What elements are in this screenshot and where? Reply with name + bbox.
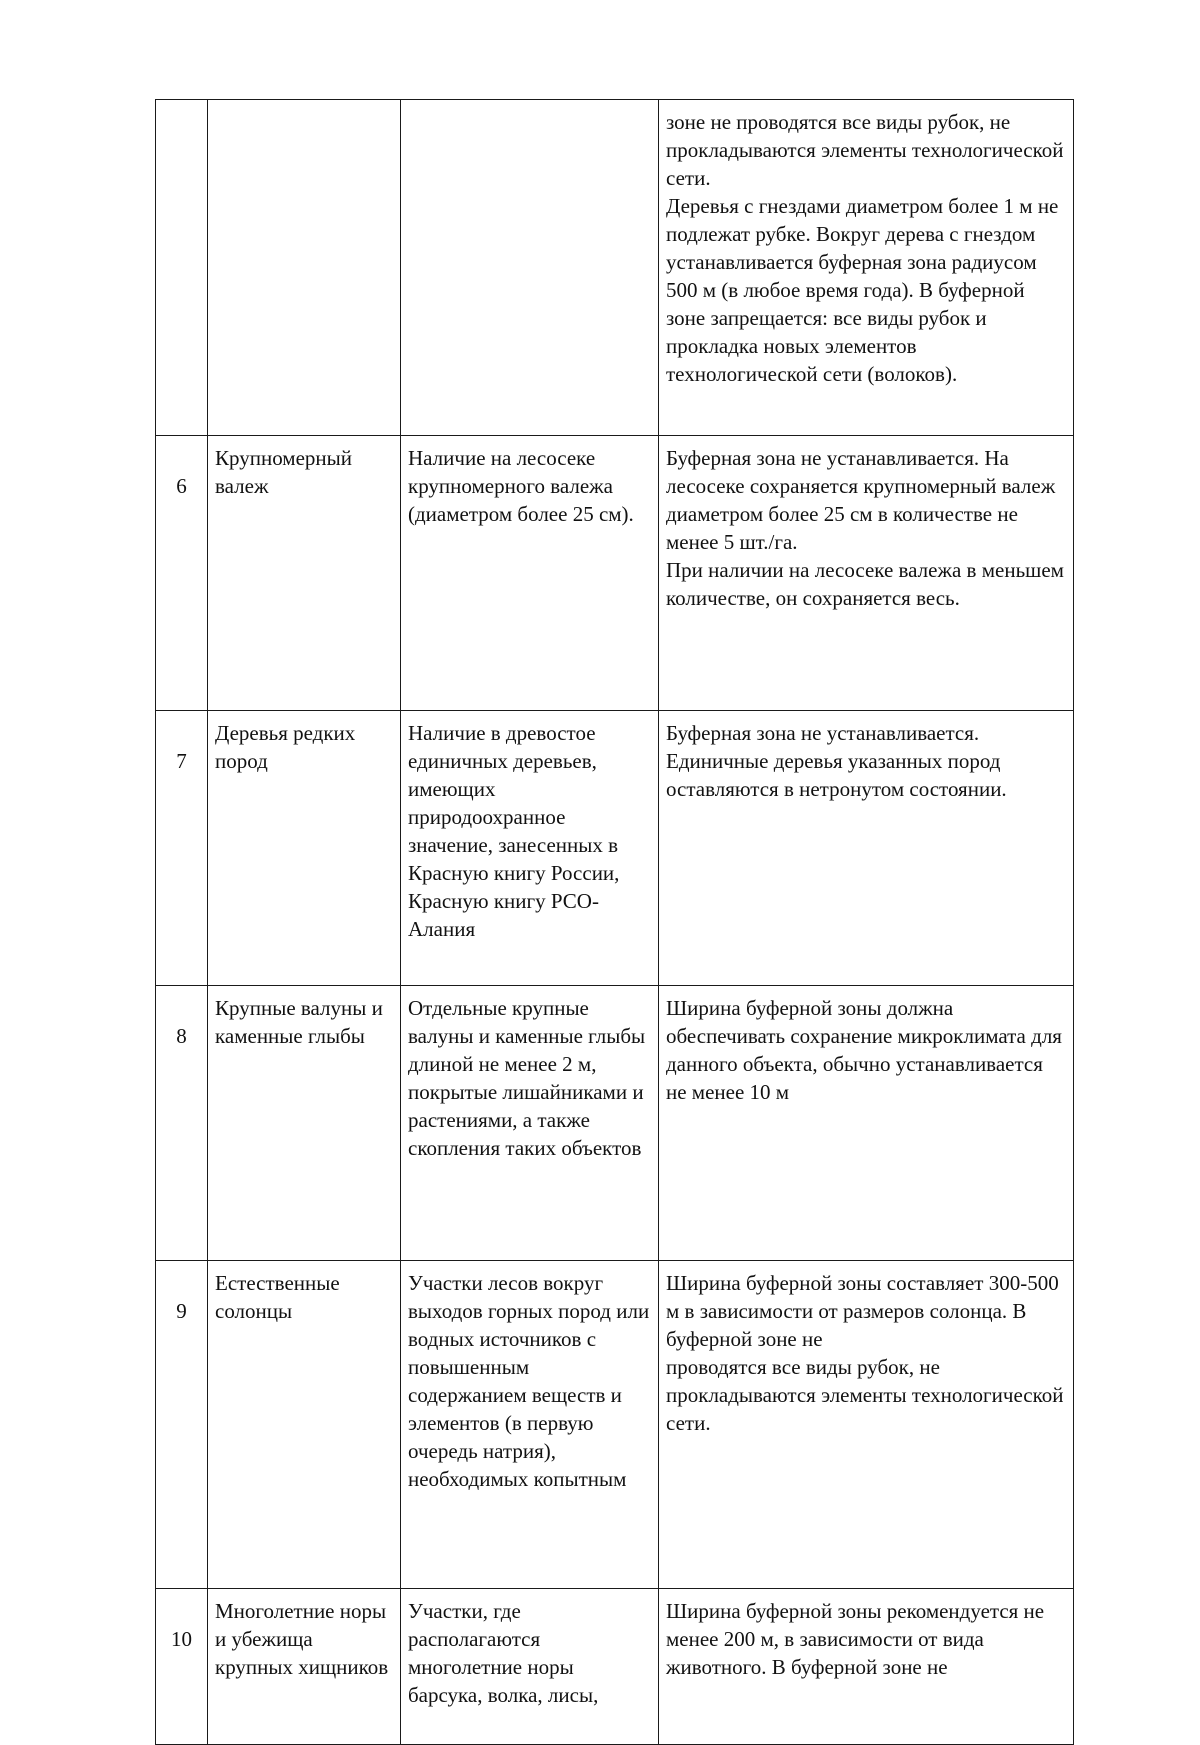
measure-cell: Ширина буферной зоны рекомендуется не менее 200 м, в зависимости от вида животного. В буферной зоне не <box>659 1589 1074 1745</box>
measure-cell: зоне не проводятся все виды рубок, не прокладываются элементы технологической сети. Деревья с гнездами диаметром более 1 м не подлежат рубке. Вокруг дерева с гнездом устанавливается буферная зона радиусом 500 м (в любое время года). В буферной зоне запрещается: все виды рубок и прокладка новых элементов технологической сети (волоков). <box>659 100 1074 436</box>
table-row <box>156 436 1074 711</box>
measure-cell: Ширина буферной зоны должна обеспечивать сохранение микроклимата для данного объекта, обычно устанавливается не менее 10 м <box>659 986 1074 1261</box>
table-row <box>156 711 1074 986</box>
row-number-cell: 10 <box>156 1589 208 1745</box>
criterion-cell: Участки, где располагаются многолетние норы барсука, волка, лисы, <box>401 1589 659 1745</box>
table-row <box>156 100 1074 436</box>
measure-cell: Буферная зона не устанавливается. Единичные деревья указанных пород оставляются в нетронутом состоянии. <box>659 711 1074 986</box>
criterion-cell: Наличие в древостое единичных деревьев, имеющих природоохранное значение, занесенных в Красную книгу России, Красную книгу РСО-Алания <box>401 711 659 986</box>
object-cell: Многолетние норы и убежища крупных хищников <box>208 1589 401 1745</box>
object-cell: Крупные валуны и каменные глыбы <box>208 986 401 1261</box>
criterion-cell: Наличие на лесосеке крупномерного валежа (диаметром более 25 см). <box>401 436 659 711</box>
row-number-cell: 8 <box>156 986 208 1261</box>
measure-cell: Ширина буферной зоны составляет 300-500 м в зависимости от размеров солонца. В буферной зоне не проводятся все виды рубок, не прокладываются элементы технологической сети. <box>659 1261 1074 1589</box>
row-number-cell <box>156 100 208 436</box>
object-cell <box>208 100 401 436</box>
criterion-cell: Участки лесов вокруг выходов горных пород или водных источников с повышенным содержанием веществ и элементов (в первую очередь натрия), необходимых копытным <box>401 1261 659 1589</box>
criterion-cell: Отдельные крупные валуны и каменные глыбы длиной не менее 2 м, покрытые лишайниками и растениями, а также скопления таких объектов <box>401 986 659 1261</box>
criterion-cell <box>401 100 659 436</box>
table-row <box>156 986 1074 1261</box>
object-cell: Деревья редких пород <box>208 711 401 986</box>
object-cell: Естественные солонцы <box>208 1261 401 1589</box>
row-number-cell: 9 <box>156 1261 208 1589</box>
row-number-cell: 6 <box>156 436 208 711</box>
table-row <box>156 1261 1074 1589</box>
measure-cell: Буферная зона не устанавливается. На лесосеке сохраняется крупномерный валеж диаметром более 25 см в количестве не менее 5 шт./га. При наличии на лесосеке валежа в меньшем количестве, он сохраняется весь. <box>659 436 1074 711</box>
row-number-cell: 7 <box>156 711 208 986</box>
object-cell: Крупномерный валеж <box>208 436 401 711</box>
protection-objects-table <box>155 99 1074 1745</box>
table-row <box>156 1589 1074 1745</box>
